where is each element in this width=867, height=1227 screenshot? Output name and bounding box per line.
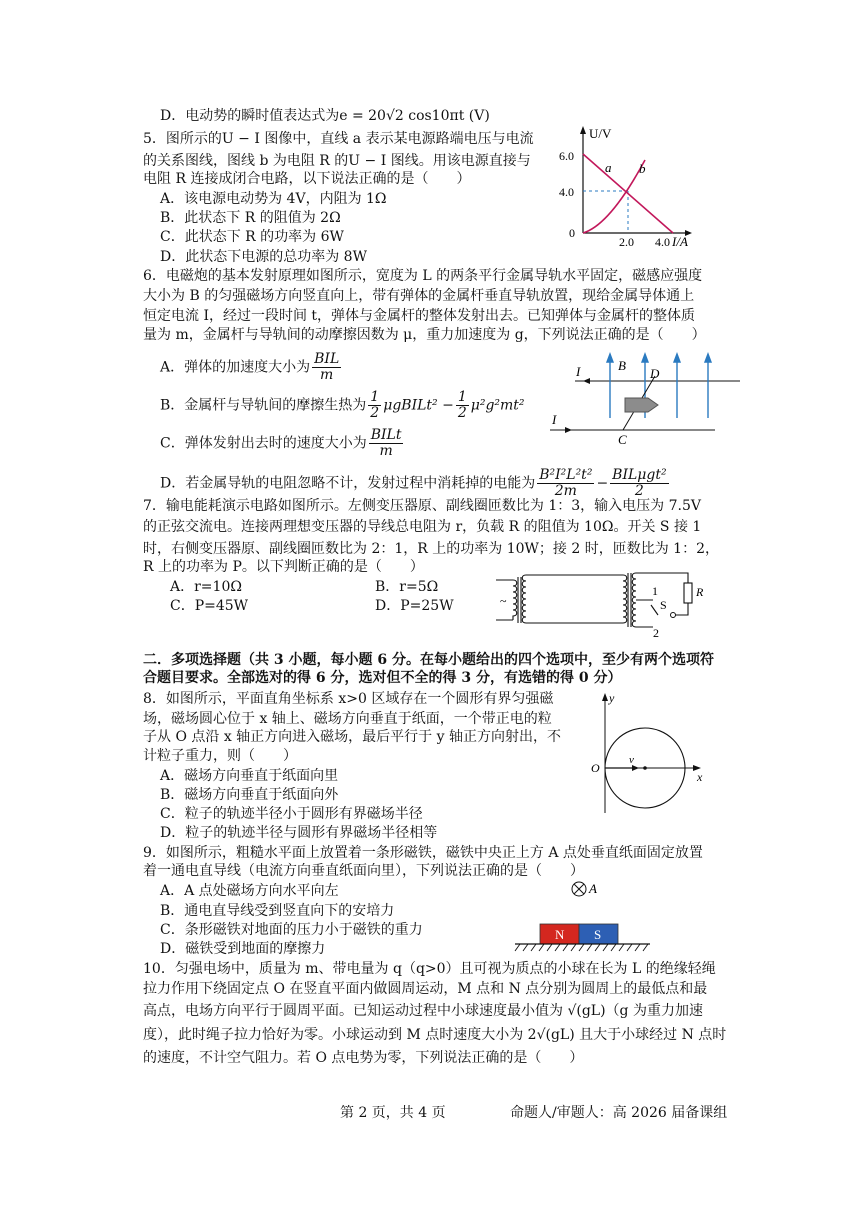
q9-magnet-figure [510,878,660,958]
q5-stem-line1: 5．图所示的U − I 图像中，直线 a 表示某电源路端电压与电流 [143,131,534,147]
q6-option-d: D．若金属导轨的电阻忽略不计，发射过程中消耗掉的电能为 $\frac{\text{B²I²L²t²}}{2m}$ − $\frac{\text{BILμgt²}}{2}$ [160,467,667,499]
q10-stem-line1: 10．匀强电场中，质量为 m、带电量为 q（q>0）且可视为质点的小球在长为 L 的绝缘轻绳 [143,961,716,977]
q7-option-c: C．P=45W [170,598,249,614]
q6-stem-line1: 6．电磁炮的基本发射原理如图所示，宽度为 L 的两条平行金属导轨水平固定，磁感应强度 [143,268,703,284]
section2-title-line1: 二．多项选择题（共 3 小题，每小题 6 分。在每小题给出的四个选项中，至少有两个选项符 [143,652,714,668]
q6-stem-line3: 恒定电流 I，经过一段时间 t，弹体与金属杆的整体发射出去。已知弹体与金属杆的整体质 [143,308,696,324]
q6-railgun-figure [540,348,750,448]
q6-stem-line4: 量为 m，金属杆与导轨间的动摩擦因数为 μ，重力加速度为 g，下列说法正确的是（ ） [143,327,706,343]
q8-label-y: y [609,691,615,705]
q8-label-v: v [629,754,634,766]
q7-label-2: 2 [653,626,659,640]
q7-option-b: B．r=5Ω [375,579,439,595]
q10-stem-line4: 度），此时绳子拉力恰好为零。小球运动到 M 点时速度大小为 2√(gL) 且大于小球经过 N 点时 [143,1027,727,1043]
q5-ytick-4: 4.0 [559,185,574,199]
q5-xtick-4: 4.0 [655,235,670,249]
q9-label-n: N [555,927,565,942]
q6-option-c: C．弹体发射出去时的速度大小为 $\frac{\text{BILt}}{m}$ [160,427,402,459]
q9-option-d: D．磁铁受到地面的摩擦力 [160,941,326,957]
q8-option-a: A．磁场方向垂直于纸面向里 [160,768,339,784]
q5-curve-b [583,160,645,233]
q5-option-a: A．该电源电动势为 4V，内阻为 1Ω [160,191,387,207]
section2-title-line2: 合题目要求。全部选对的得 6 分，选对但不全的得 3 分，有选错的得 0 分） [143,670,622,686]
footer-page-number: 第 2 页，共 4 页 [340,1105,446,1121]
q8-label-o: O [591,761,600,775]
q5-xlabel: I/A [672,234,688,249]
q5-option-c: C．此状态下 R 的功率为 6W [160,229,344,245]
q9-label-s: S [594,927,602,942]
q10-stem-line2: 拉力作用下绕固定点 O 在竖直平面内做圆周运动，M 点和 N 点分别为圆周上的最低点和最 [143,981,708,997]
q7-stem-line2: 的正弦交流电。连接两理想变压器的导线总电阻为 r，负载 R 的阻值为 10Ω。开关 S 接 1 [143,519,702,535]
q9-stem-line2: 着一通电直导线（电流方向垂直纸面向里），下列说法正确的是（ ） [143,863,584,879]
q5-label-b: b [639,161,646,176]
q8-stem-line3: 子从 O 点沿 x 轴正方向进入磁场，最后平行于 y 轴正方向射出，不 [143,729,561,745]
q7-option-a: A．r=10Ω [170,579,242,595]
q5-xtick-2: 2.0 [619,235,634,249]
q9-option-c: C．条形磁铁对地面的压力小于磁铁的重力 [160,922,423,938]
q8-option-c: C．粒子的轨迹半径小于圆形有界磁场半径 [160,806,423,822]
q7-stem-line3: 时，右侧变压器原、副线圈匝数比为 2：1，R 上的功率为 10W；接 2 时，匝数比为 1：2， [143,541,719,557]
q5-option-b: B．此状态下 R 的阻值为 2Ω [160,210,341,226]
q5-option-d: D．此状态下电源的总功率为 8W [160,249,367,265]
q4-option-d: D．电动势的瞬时值表达式为e = 20√2 cos10πt (V) [160,108,490,124]
q7-label-r: R [696,585,704,599]
q8-stem-line2: 场，磁场圆心位于 x 轴上、磁场方向垂直于纸面，一个带正电的粒 [143,711,552,727]
q7-label-s: S [660,598,667,612]
q7-label-1: 1 [652,584,658,598]
q6-stem-line2: 大小为 B 的匀强磁场方向竖直向上，带有弹体的金属杆垂直导轨放置，现给金属导体通上 [143,288,695,304]
q6-label-c: C [618,432,627,447]
q6-label-i-top: I [576,364,581,379]
q6-label-i-bottom: I [552,412,557,427]
q8-option-b: B．磁场方向垂直于纸面向外 [160,787,339,803]
q5-ytick-6: 6.0 [559,149,574,163]
q10-stem-line5: 的速度，不计空气阻力。若 O 点电势为零，下列说法正确的是（ ） [143,1050,584,1066]
q5-ylabel: U/V [589,126,612,141]
q7-option-d: D．P=25W [375,598,454,614]
q7-circuit-figure [488,565,708,640]
q6-option-b: B．金属杆与导轨间的摩擦生热为 $\frac{1}{2}$ μgBILt² − $\frac{1}{2}$ μ²g²mt² [160,389,525,421]
footer-author: 命题人/审题人：高 2026 届备课组 [510,1105,728,1121]
q8-stem-line4: 计粒子重力，则（ ） [143,748,297,764]
q7-stem-line4: R 上的功率为 P。以下判断正确的是（ ） [143,559,424,575]
q6-label-d: D [650,366,660,381]
q9-label-a: A [589,881,597,896]
q7-source-symbol: ~ [500,594,507,608]
q5-ui-graph [555,120,695,252]
q5-stem-line2: 的关系图线，图线 b 为电阻 R 的U − I 图线。用该电源直接与 [143,153,531,169]
q5-stem-line3: 电阻 R 连接成闭合电路，以下说法正确的是（ ） [143,171,471,187]
q6-option-a: A．弹体的加速度大小为 $\frac{\text{BIL}}{m}$ [160,351,340,383]
q9-stem-line1: 9．如图所示，粗糙水平面上放置着一条形磁铁，磁铁中央正上方 A 点处垂直纸面固定放置 [143,845,703,861]
q7-stem-line1: 7．输电能耗演示电路如图所示。左侧变压器原、副线圈匝数比为 1：3，输入电压为 7.5V [143,498,701,514]
q6-label-b: B [618,358,626,373]
q5-label-a: a [605,160,612,175]
q8-label-x: x [697,770,703,784]
q6-projectile [625,398,658,412]
q8-option-d: D．粒子的轨迹半径与圆形有界磁场半径相等 [160,825,438,841]
q8-magnetic-field-figure [585,688,710,818]
q9-option-b: B．通电直导线受到竖直向下的安培力 [160,903,395,919]
q5-ytick-0: 0 [569,226,575,240]
q9-option-a: A．A 点处磁场方向水平向左 [160,883,339,899]
q8-stem-line1: 8．如图所示，平面直角坐标系 x>0 区域存在一个圆形有界匀强磁 [143,691,554,707]
q10-stem-line3: 高点，电场方向平行于圆周平面。已知运动过程中小球速度最小值为 √(gL)（g 为重力加速 [143,1003,703,1019]
